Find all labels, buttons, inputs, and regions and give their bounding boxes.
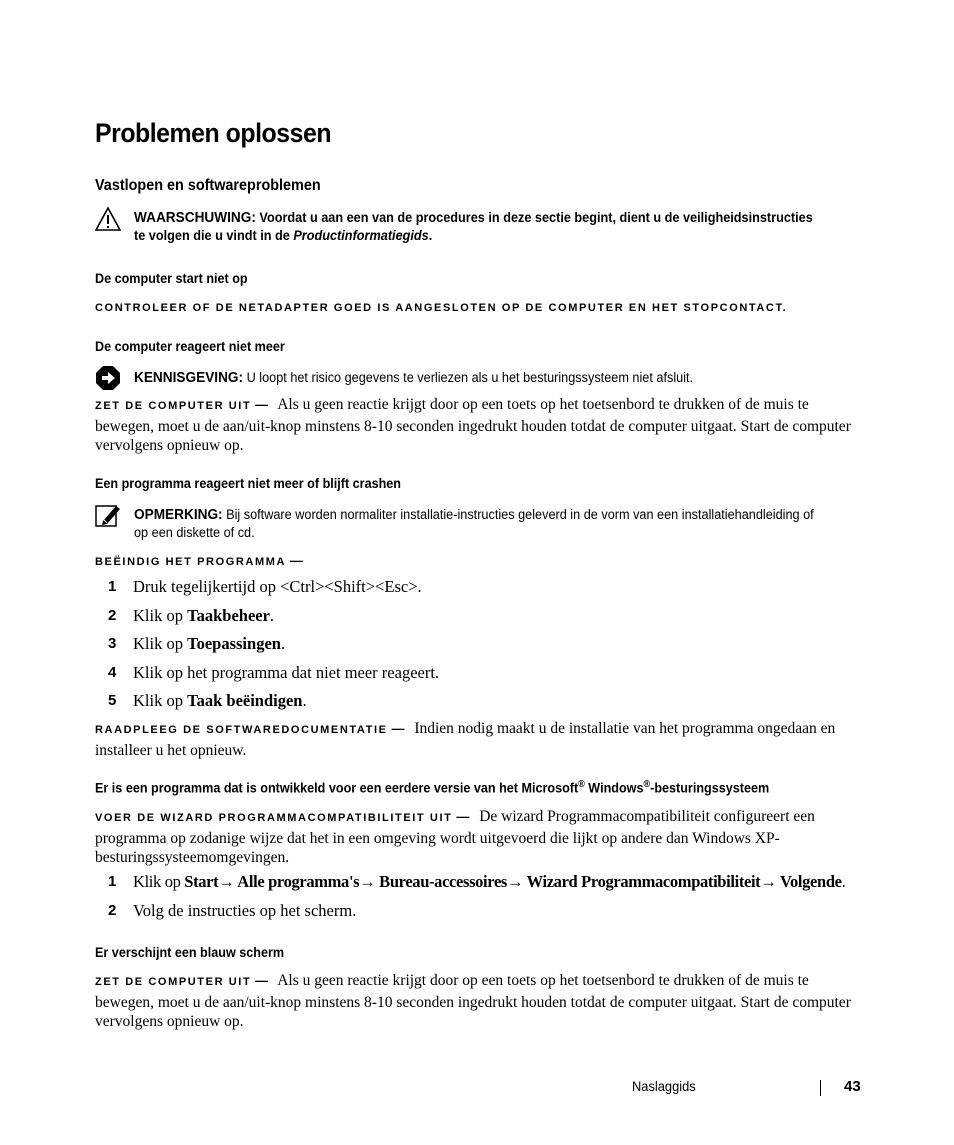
action-label: ZET DE COMPUTER UIT bbox=[95, 400, 252, 412]
step-text: Klik op Taakbeheer. bbox=[133, 605, 275, 625]
note-label: OPMERKING: bbox=[134, 507, 223, 523]
subheading-program-crash: Een programma reageert niet meer of blijft crashen bbox=[95, 475, 401, 491]
paragraph-body: Als u geen reactie krijgt door op een toets op het toetsenbord te drukken of de muis te bewegen, moet u de aan/uit-knop minstens 8-10 seconden ingedrukt houden totdat de computer uitgaat. Start de computer vervolgens opnieuw op. bbox=[95, 972, 851, 1030]
step-text: Druk tegelijkertijd op <Ctrl><Shift><Esc>. bbox=[133, 577, 422, 596]
step-number: 1 bbox=[108, 578, 117, 595]
paragraph-shutdown bbox=[95, 395, 861, 456]
steps-list bbox=[95, 578, 861, 721]
step-number: 3 bbox=[108, 635, 117, 652]
paragraph-body: Indien nodig maakt u de installatie van het programma ongedaan en installeer u het opnieuw. bbox=[95, 720, 836, 759]
page-number: 43 bbox=[844, 1078, 861, 1095]
notice-body: U loopt het risico gegevens te verliezen als u het besturingssysteem niet afsluit. bbox=[243, 370, 694, 385]
note-body: Bij software worden normaliter installatie-instructies geleverd in de vorm van een installatiehandleiding of op een diskette of cd. bbox=[134, 507, 814, 540]
notice-arrow-icon bbox=[95, 365, 121, 391]
subheading-not-responding: De computer reageert niet meer bbox=[95, 338, 285, 354]
em-dash: — bbox=[255, 397, 269, 412]
subheading-start: De computer start niet op bbox=[95, 270, 248, 286]
list-item bbox=[95, 607, 861, 636]
note-pencil-icon bbox=[95, 503, 121, 529]
page-title: Problemen oplossen bbox=[95, 118, 332, 148]
list-item bbox=[95, 635, 861, 664]
step-text: Klik op Toepassingen. bbox=[133, 634, 286, 653]
list-item bbox=[95, 664, 861, 693]
step-text: Klik op Taak beëindigen. bbox=[133, 691, 307, 710]
em-dash: — bbox=[289, 553, 303, 568]
warning-body: Voordat u aan een van de procedures in deze sectie begint, dient u de veiligheidsinstructies te volgen die u vindt in de bbox=[134, 210, 813, 243]
warning-end: . bbox=[428, 228, 433, 243]
warning-text bbox=[134, 209, 820, 245]
notice-text bbox=[134, 369, 820, 387]
em-dash: — bbox=[391, 721, 405, 736]
action-label: VOER DE WIZARD PROGRAMMACOMPATIBILITEIT UIT bbox=[95, 812, 453, 824]
warning-label: WAARSCHUWING: bbox=[134, 210, 256, 226]
warning-triangle-icon bbox=[95, 206, 121, 232]
action-end-program bbox=[95, 551, 861, 573]
action-check-adapter bbox=[95, 297, 861, 319]
list-item bbox=[95, 692, 861, 721]
paragraph-body: De wizard Programmacompatibiliteit configureert een programma op zodanige wijze dat het in een omgeving wordt uitgevoerd die lijkt op andere dan Windows XP-besturingssysteemomgevingen. bbox=[95, 808, 815, 866]
em-dash: — bbox=[456, 809, 470, 824]
paragraph-compat-wizard bbox=[95, 807, 861, 868]
action-label: BEËINDIG HET PROGRAMMA bbox=[95, 556, 287, 568]
footer-label: Naslaggids bbox=[632, 1078, 696, 1094]
step-text: Volg de instructies op het scherm. bbox=[133, 900, 357, 920]
step-number: 5 bbox=[108, 692, 117, 709]
notice-label: KENNISGEVING: bbox=[134, 370, 244, 386]
section-heading: Vastlopen en softwareproblemen bbox=[95, 177, 321, 194]
subheading-blue-screen: Er verschijnt een blauw scherm bbox=[95, 944, 285, 960]
action-label: ZET DE COMPUTER UIT bbox=[95, 976, 252, 988]
list-item bbox=[95, 873, 861, 902]
steps-list bbox=[95, 873, 861, 930]
list-item bbox=[95, 578, 861, 607]
paragraph-body: Als u geen reactie krijgt door op een toets op het toetsenbord te drukken of de muis te bewegen, moet u de aan/uit-knop minstens 8-10 seconden ingedrukt houden totdat de computer uitgaat. Start de computer vervolgens opnieuw op. bbox=[95, 396, 851, 454]
step-text: Klik op Start→ Alle programma's→ Bureau-accessoires→ Wizard Programmacompatibiliteit→ Volgende. bbox=[133, 872, 846, 891]
step-text: Klik op het programma dat niet meer reageert. bbox=[133, 662, 440, 682]
footer-divider bbox=[820, 1080, 821, 1096]
action-label: RAADPLEEG DE SOFTWAREDOCUMENTATIE bbox=[95, 724, 388, 736]
list-item bbox=[95, 902, 861, 931]
em-dash: — bbox=[255, 973, 269, 988]
action-label: CONTROLEER OF DE NETADAPTER GOED IS AANGESLOTEN OP DE COMPUTER EN HET STOPCONTACT. bbox=[95, 302, 788, 314]
subheading-older-windows: Er is een programma dat is ontwikkeld voor een eerdere versie van het Microsoft® Windows®-besturingssysteem bbox=[95, 779, 770, 796]
step-number: 2 bbox=[108, 901, 117, 919]
step-number: 4 bbox=[108, 663, 117, 681]
paragraph-shutdown-2 bbox=[95, 971, 861, 1032]
step-number: 2 bbox=[108, 606, 117, 624]
step-number: 1 bbox=[108, 873, 117, 890]
warning-doc-title: Productinformatiegids bbox=[293, 228, 429, 243]
paragraph-consult-docs bbox=[95, 719, 861, 760]
note-text bbox=[134, 506, 820, 542]
